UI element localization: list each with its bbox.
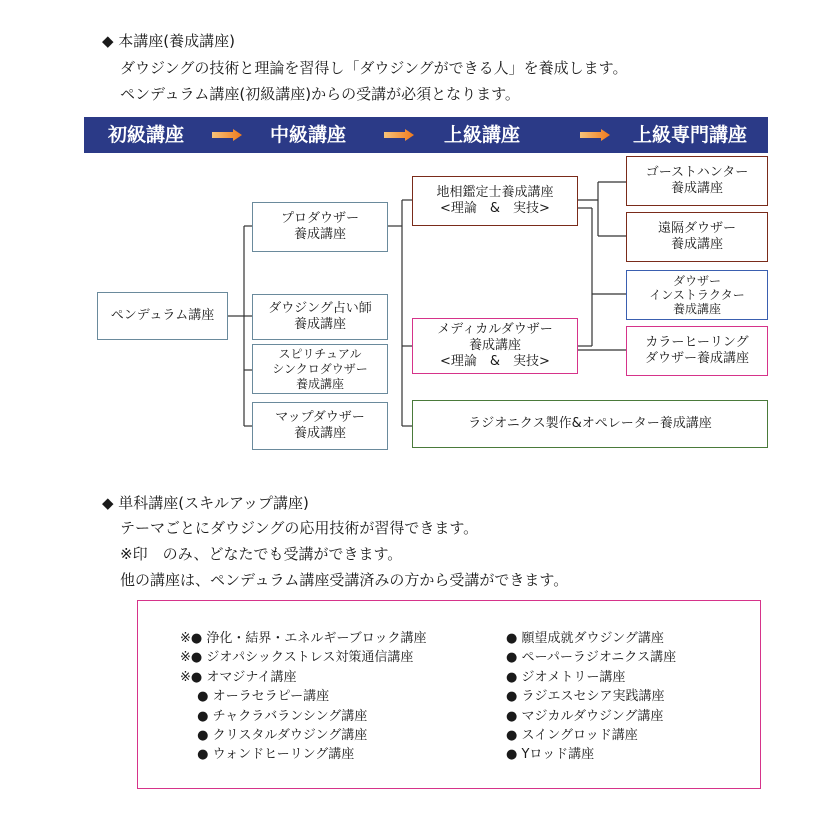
list-item: ※● ジオパシックストレス対策通信講座 bbox=[180, 650, 414, 666]
list-item: ● ペーパーラジオニクス講座 bbox=[506, 650, 677, 666]
instructor-label: ダウザー インストラクター 養成講座 bbox=[649, 274, 745, 316]
list-item: ● オーラセラピー講座 bbox=[180, 689, 330, 705]
course-list-right bbox=[506, 629, 676, 765]
level-advanced: 上級講座 bbox=[444, 124, 521, 146]
spiritual-dowser-label: スピリチュアル シンクロダウザー 養成講座 bbox=[272, 346, 368, 391]
section2-line1: テーマごとにダウジングの応用技術が習得できます。 bbox=[120, 519, 479, 537]
ghost-hunter-box bbox=[626, 156, 768, 206]
instructor-box bbox=[626, 270, 768, 320]
list-item: ● ジオメトリー講座 bbox=[506, 669, 626, 685]
remote-dowser-label: 遠隔ダウザー 養成講座 bbox=[657, 221, 736, 252]
pendulum-course-label: ペンデュラム講座 bbox=[110, 308, 215, 323]
fortune-teller-label: ダウジング占い師 養成講座 bbox=[268, 301, 372, 332]
section1-line2: ペンデュラム講座(初級講座)からの受講が必須となります。 bbox=[120, 85, 520, 103]
list-item: ※● オマジナイ講座 bbox=[180, 669, 297, 685]
spiritual-dowser-box bbox=[252, 344, 388, 394]
list-item: ● ウォンドヒーリング講座 bbox=[180, 747, 355, 763]
section1-line1: ダウジングの技術と理論を習得し「ダウジングができる人」を養成します。 bbox=[120, 59, 628, 77]
section2-line3: 他の講座は、ペンデュラム講座受講済みの方から受講ができます。 bbox=[120, 571, 569, 589]
list-item: ● チャクラバランシング講座 bbox=[180, 708, 368, 724]
pro-dowser-box bbox=[252, 202, 388, 252]
fortune-teller-box bbox=[252, 294, 388, 340]
medical-dowser-label: メディカルダウザー 養成講座 <理論 & 実技> bbox=[437, 322, 553, 369]
radionics-box bbox=[412, 400, 768, 448]
section2-line2: ※印 のみ、どなたでも受講ができます。 bbox=[120, 545, 403, 563]
radionics-label: ラジオニクス製作&オペレーター養成講座 bbox=[468, 416, 712, 431]
list-item: ● 願望成就ダウジング講座 bbox=[506, 631, 664, 646]
list-item: ● Yロッド講座 bbox=[506, 747, 595, 763]
level-intermediate: 中級講座 bbox=[270, 124, 347, 146]
color-healing-box bbox=[626, 326, 768, 376]
map-dowser-label: マップダウザー 養成講座 bbox=[275, 410, 365, 441]
course-list-box bbox=[137, 600, 761, 789]
list-item: ● マジカルダウジング講座 bbox=[506, 708, 664, 724]
medical-dowser-box bbox=[412, 318, 578, 374]
chiso-box bbox=[412, 176, 578, 226]
chiso-label: 地相鑑定士養成講座 <理論 & 実技> bbox=[436, 185, 554, 216]
section2-heading: ◆ 単科講座(スキルアップ講座) bbox=[102, 494, 309, 512]
level-advanced-special: 上級専門講座 bbox=[633, 124, 748, 146]
level-beginner: 初級講座 bbox=[108, 124, 185, 146]
list-item: ● クリスタルダウジング講座 bbox=[180, 728, 368, 744]
ghost-hunter-label: ゴーストハンター 養成講座 bbox=[645, 165, 749, 196]
section1-heading: ◆ 本講座(養成講座) bbox=[102, 32, 236, 50]
list-item: ※● 浄化・結界・エネルギーブロック講座 bbox=[180, 631, 427, 646]
list-item: ● ラジエスセシア実践講座 bbox=[506, 689, 665, 705]
course-list-left bbox=[180, 629, 426, 765]
remote-dowser-box bbox=[626, 212, 768, 262]
color-healing-label: カラーヒーリング ダウザー養成講座 bbox=[644, 335, 749, 366]
list-item: ● スイングロッド講座 bbox=[506, 728, 638, 744]
map-dowser-box bbox=[252, 402, 388, 450]
pro-dowser-label: プロダウザー 養成講座 bbox=[280, 211, 359, 242]
pendulum-course-box bbox=[97, 292, 228, 340]
